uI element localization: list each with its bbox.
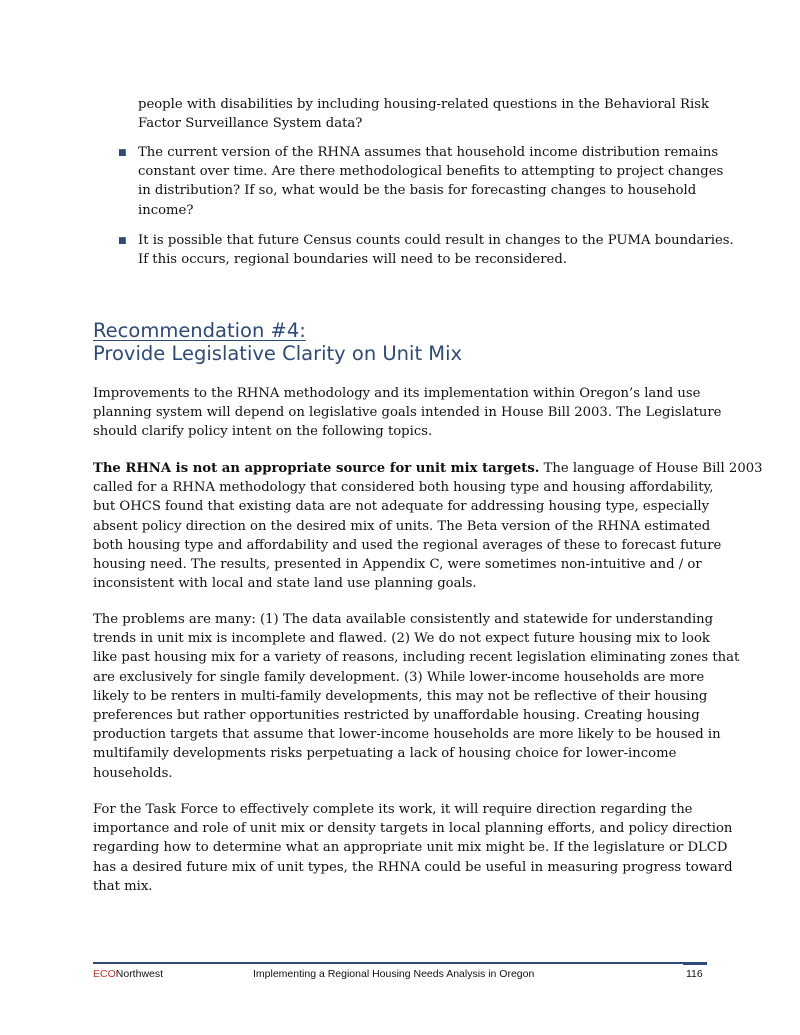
text-line: both housing type and affordability and used the regional averages of these to forecast future [93,537,722,553]
bullet-item [138,143,723,220]
paragraph-2 [93,459,762,593]
text-line: production targets that assume that lower-income households are more likely to be housed in [93,727,721,743]
footer-title: Implementing a Regional Housing Needs Analysis in Oregon [253,968,535,980]
text-line: If this occurs, regional boundaries will need to be reconsidered. [138,252,567,268]
text-line: housing need. The results, presented in Appendix C, were sometimes non-intuitive and / or [93,557,702,573]
text-line: absent policy direction on the desired mix of units. The Beta version of the RHNA estimated [93,518,711,534]
text-line [93,459,762,478]
text-line: trends in unit mix is incomplete and flawed. (2) We do not expect future housing mix to look [93,631,710,647]
text-line: are exclusively for single family development. (3) While lower-income households are more [93,669,705,685]
text-line: constant over time. Are there methodological benefits to attempting to project changes [138,164,724,180]
text-line: should clarify policy intent on the following topics. [93,424,433,440]
text-line: has a desired future mix of unit types, the RHNA could be useful in measuring progress toward [93,859,733,875]
paragraph-4 [93,800,733,896]
page-number: 116 [686,968,703,980]
text-line: Factor Surveillance System data? [138,116,363,132]
text-line: but OHCS found that existing data are not adequate for addressing housing type, especially [93,499,710,515]
bullet-item [138,231,734,269]
text-line: like past housing mix for a variety of reasons, including recent legislation eliminating zones that [93,650,740,666]
text-line: that mix. [93,878,153,894]
text-line: planning system will depend on legislative goals intended in House Bill 2003. The Legislature [93,405,722,421]
text-line: Improvements to the RHNA methodology and its implementation within Oregon’s land use [93,386,701,401]
section-heading-number: Recommendation #4: [93,319,306,342]
brand-rest: Northwest [115,968,164,980]
text-line: The current version of the RHNA assumes that household income distribution remains [138,145,719,160]
footer-rule [93,962,707,964]
footer-brand [93,968,163,980]
paragraph-1 [93,384,721,442]
bullet-icon: ■ [118,236,127,246]
section-heading-title: Provide Legislative Clarity on Unit Mix [93,342,463,365]
footer-rule-accent [683,962,707,965]
intro-continuation [138,95,709,133]
text-span: The language of House Bill 2003 [539,461,763,476]
bold-lead: The RHNA is not an appropriate source for unit mix targets. [93,461,540,476]
text-line: regarding how to determine what an appropriate unit mix might be. If the legislature or DLCD [93,840,728,856]
brand-eco: ECO [93,968,116,980]
text-line: preferences but rather opportunities restricted by unaffordable housing. Creating housing [93,708,700,724]
text-line: in distribution? If so, what would be the basis for forecasting changes to household [138,183,697,199]
text-line: income? [138,202,194,218]
text-line: called for a RHNA methodology that considered both housing type and housing affordability, [93,480,714,496]
bullet-icon: ■ [118,148,127,158]
text-line: For the Task Force to effectively complete its work, it will require direction regarding the [93,802,693,817]
text-line: likely to be renters in multi-family developments, this may not be reflective of their housing [93,688,708,704]
text-line: inconsistent with local and state land use planning goals. [93,576,477,592]
text-line: multifamily developments risks perpetuating a lack of housing choice for lower-income [93,746,677,762]
text-line: people with disabilities by including housing-related questions in the Behavioral Risk [138,97,709,112]
text-line: households. [93,765,173,781]
text-line: The problems are many: (1) The data available consistently and statewide for understanding [93,612,714,627]
paragraph-3 [93,610,739,783]
text-line: importance and role of unit mix or density targets in local planning efforts, and policy direction [93,821,733,837]
text-line: It is possible that future Census counts could result in changes to the PUMA boundaries. [138,233,734,248]
